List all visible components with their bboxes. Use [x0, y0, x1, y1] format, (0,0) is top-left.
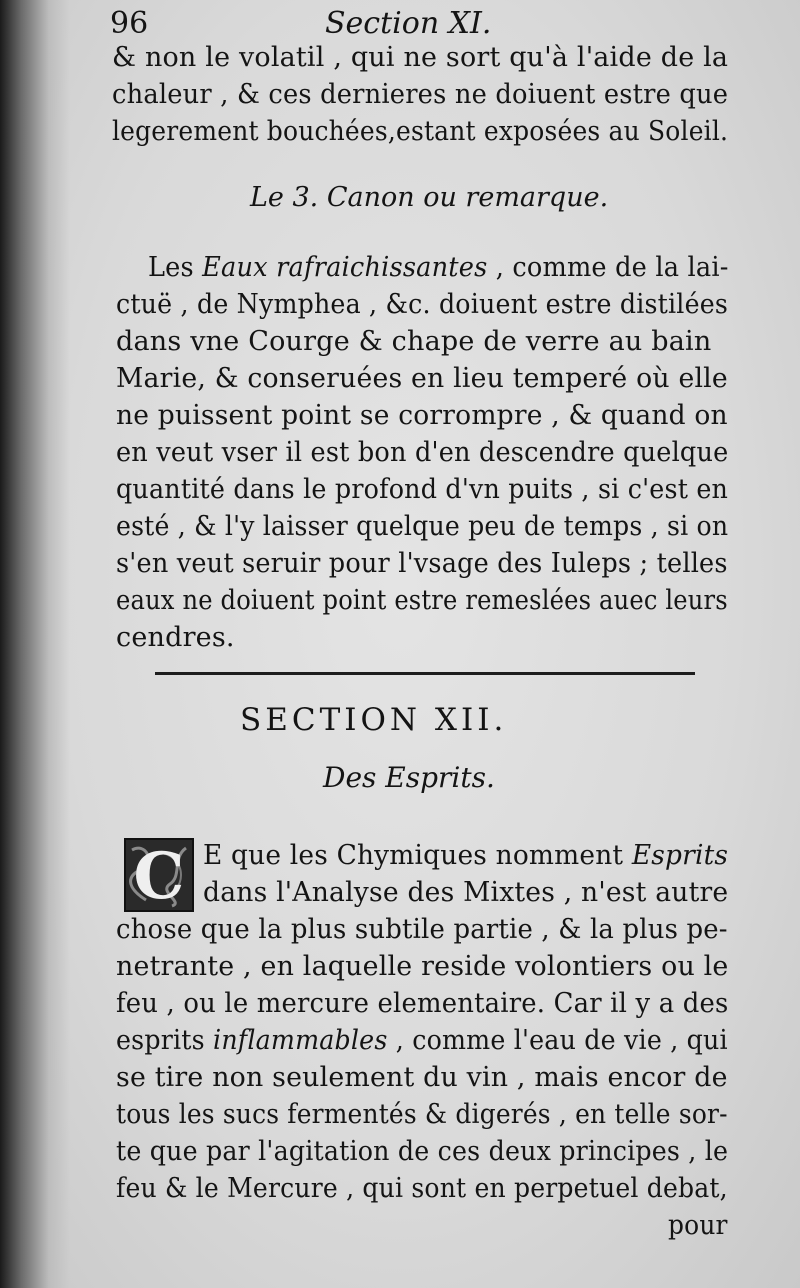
- text-line: ctuë , de Nymphea , &c. doiuent estre distilées: [116, 289, 729, 320]
- text-span: esprits: [116, 1025, 214, 1056]
- text-line: esté , & l'y laisser quelque peu de temps , si on: [116, 511, 729, 542]
- text-line: s'en veut seruir pour l'vsage des Iuleps ; telles: [116, 548, 728, 579]
- canon-heading: Le 3. Canon ou remarque.: [250, 182, 609, 213]
- ornamental-initial: [124, 838, 194, 912]
- page-header: [110, 4, 710, 44]
- italic-term: Esprits: [631, 840, 729, 871]
- section-divider-rule: [155, 672, 695, 675]
- text-line: netrante , en laquelle reside volontiers ou le: [116, 951, 729, 982]
- binding-gutter-shadow: [0, 0, 70, 1288]
- text-line: dans l'Analyse des Mixtes , n'est autre: [203, 877, 729, 908]
- paragraph-first-line: [148, 250, 729, 286]
- text-line: chose que la plus subtile partie , & la plus pe-: [116, 914, 728, 945]
- text-span: , comme l'eau de vie , qui: [387, 1025, 728, 1056]
- text-line: quantité dans le profond d'vn puits , si c'est en: [116, 474, 729, 505]
- running-title: Section XI.: [325, 6, 492, 41]
- page-number: 96: [110, 6, 149, 41]
- text-line: legerement bouchées,estant exposées au Soleil.: [112, 116, 729, 147]
- text-span: Les: [148, 252, 203, 283]
- text-line: eaux ne doiuent point estre remeslées auec leurs: [116, 585, 728, 616]
- text-line: [203, 838, 728, 874]
- text-line: cendres.: [116, 622, 235, 653]
- initial-letter: C: [133, 839, 185, 912]
- text-line: Marie, & conseruées en lieu temperé où elle: [116, 363, 728, 394]
- catchword: pour: [668, 1210, 728, 1241]
- italic-term: inflammables: [213, 1025, 388, 1056]
- text-span: , comme de la lai-: [487, 252, 729, 283]
- text-line: en veut vser il est bon d'en descendre quelque: [116, 437, 729, 468]
- text-line: dans vne Courge & chape de verre au bain: [116, 326, 712, 357]
- text-line: te que par l'agitation de ces deux principes , le: [116, 1136, 729, 1167]
- italic-term: Eaux rafraichissantes: [202, 252, 488, 283]
- text-span: E que les Chymiques nomment: [203, 840, 632, 871]
- text-line: ne puissent point se corrompre , & quand on: [116, 400, 728, 431]
- section-subtitle: Des Esprits.: [323, 761, 495, 794]
- text-line: feu , ou le mercure elementaire. Car il y a des: [116, 988, 729, 1019]
- text-line: feu & le Mercure , qui sont en perpetuel debat,: [116, 1173, 728, 1204]
- text-line: chaleur , & ces dernieres ne doiuent estre que: [112, 79, 729, 110]
- text-line: & non le volatil , qui ne sort qu'à l'aide de la: [112, 42, 729, 73]
- text-line: [116, 1023, 728, 1059]
- section-title: SECTION XII.: [240, 702, 508, 738]
- text-line: se tire non seulement du vin , mais encor de: [116, 1062, 728, 1093]
- text-line: tous les sucs fermentés & digerés , en telle sor-: [116, 1099, 728, 1130]
